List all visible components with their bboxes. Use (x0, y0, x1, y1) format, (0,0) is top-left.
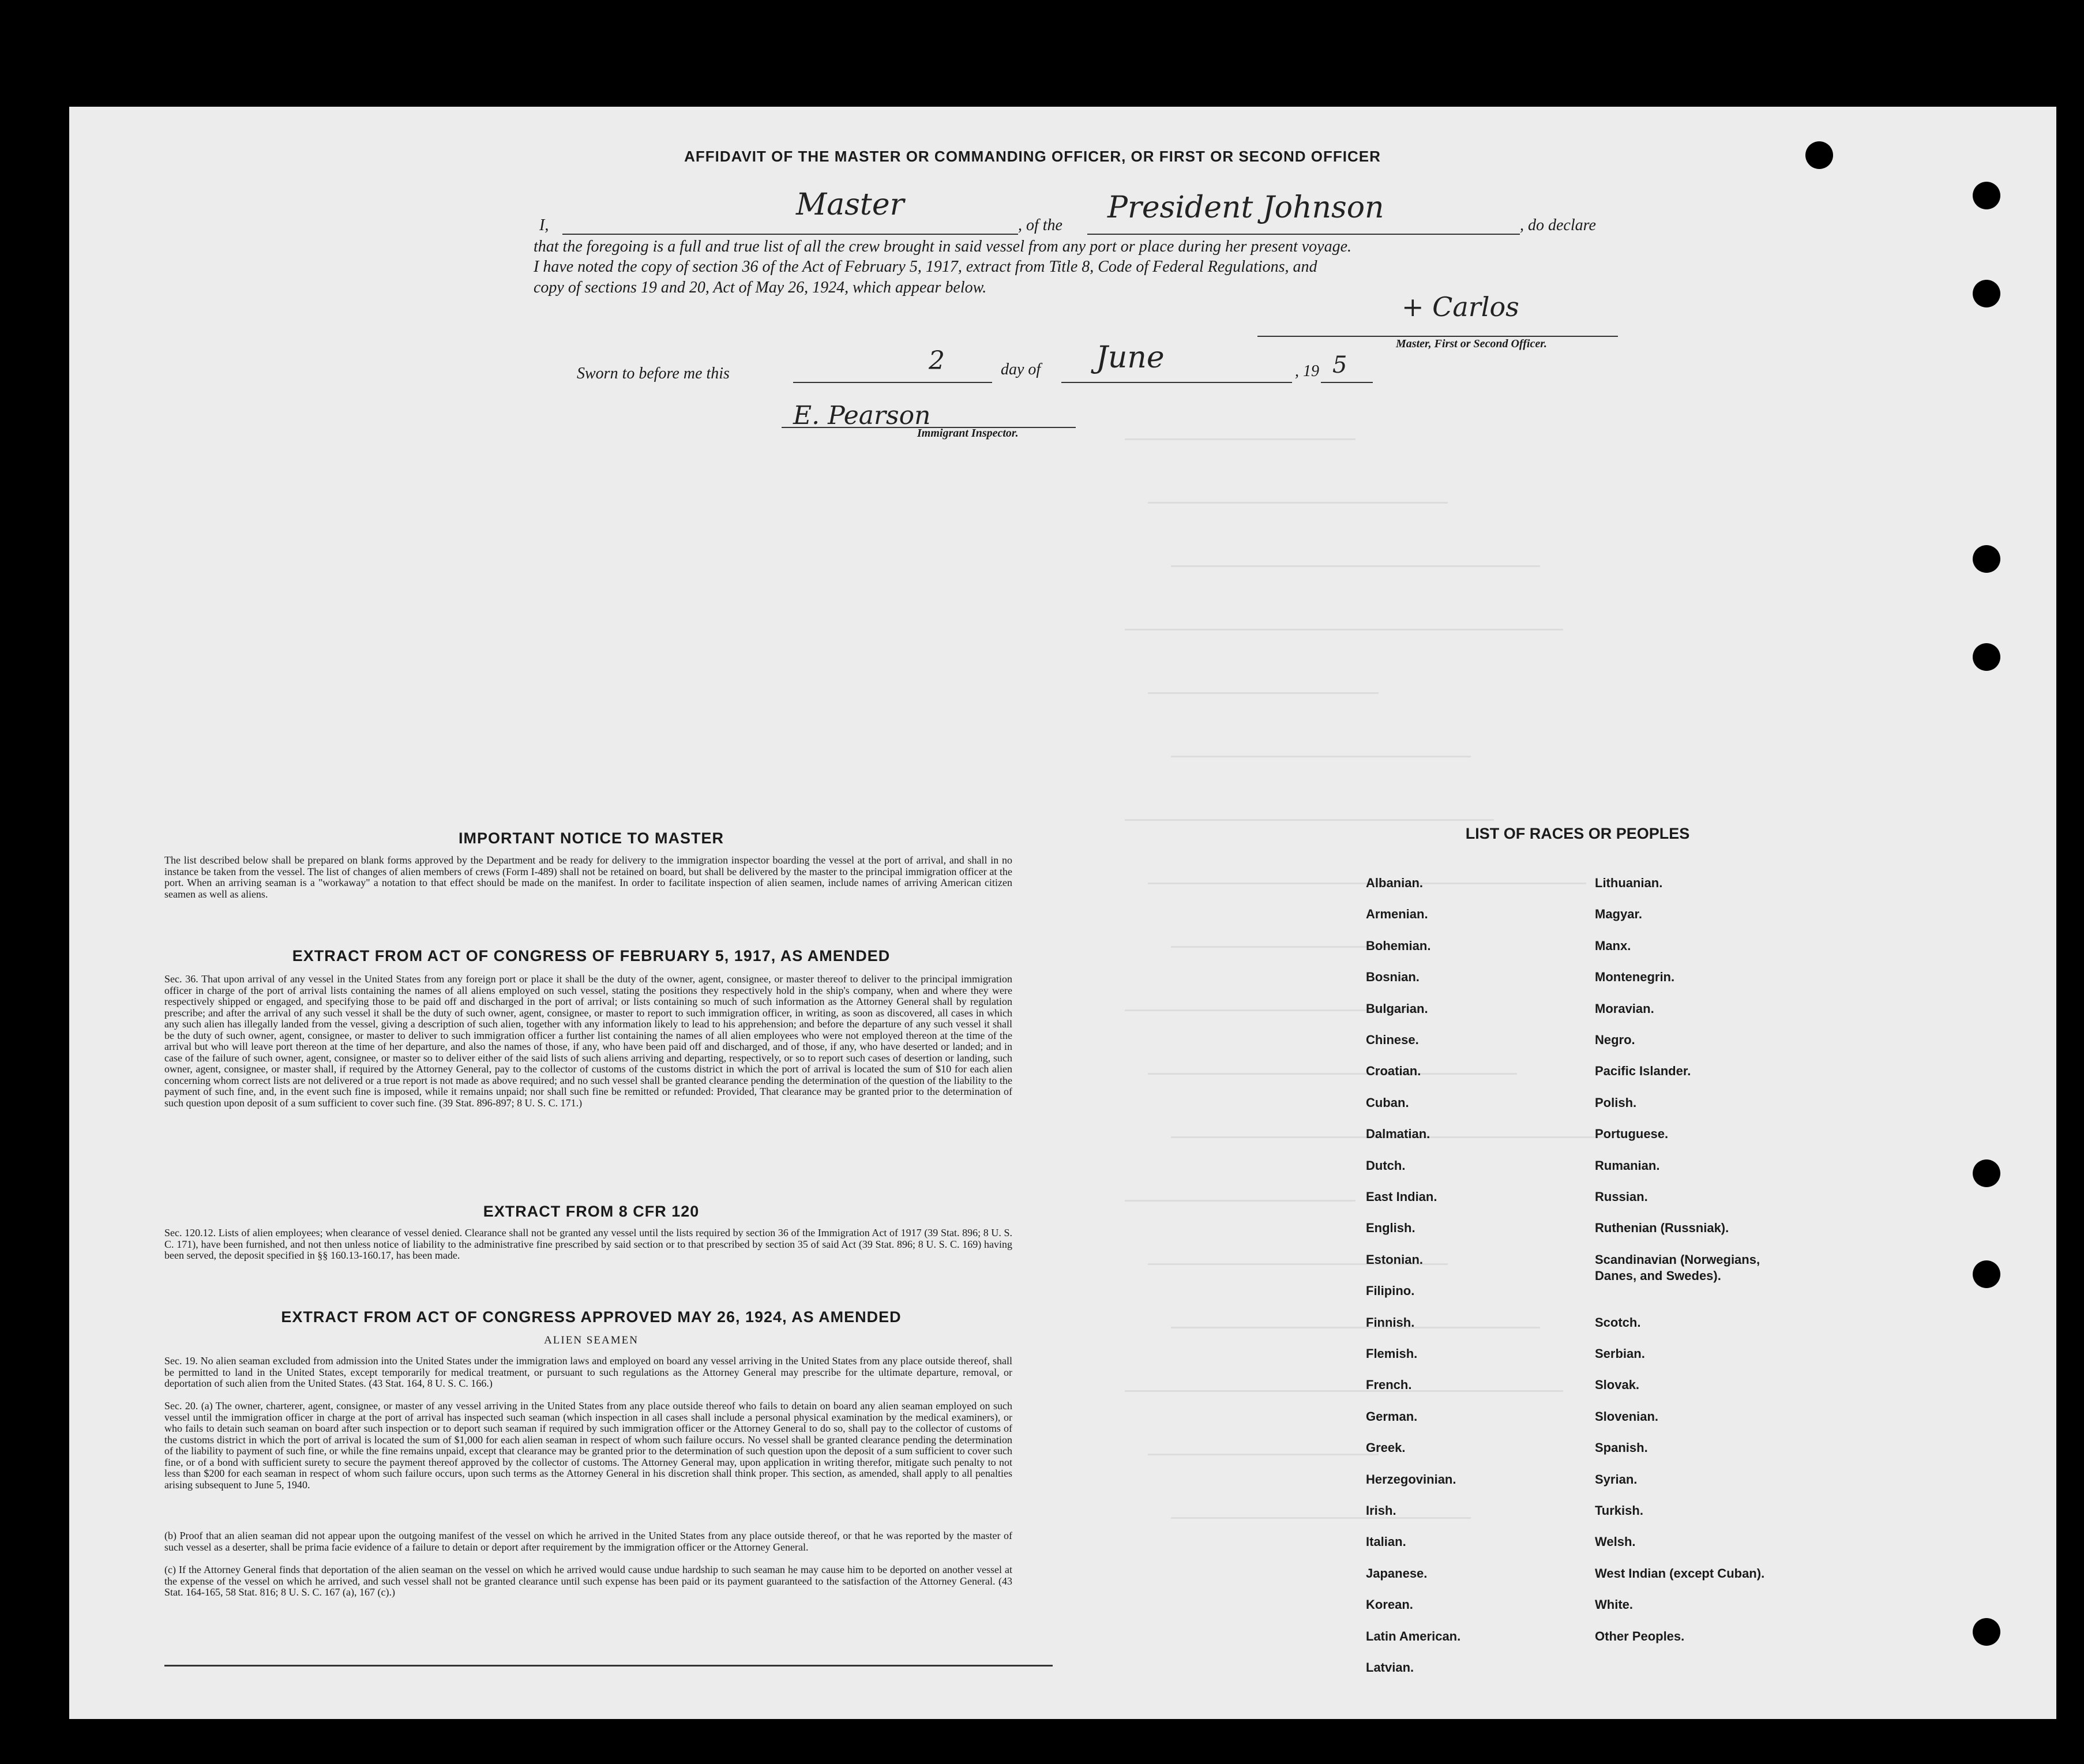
bleed-streak (1171, 1327, 1540, 1328)
race-item: Manx. (1595, 938, 1631, 953)
race-item: Filipino. (1366, 1283, 1415, 1298)
punch-hole (1973, 1618, 2000, 1646)
punch-hole (1973, 545, 2000, 573)
bleed-streak (1125, 1390, 1563, 1392)
race-item: Syrian. (1595, 1472, 1638, 1487)
extract-cfr-title: EXTRACT FROM 8 CFR 120 (483, 1203, 700, 1220)
year-prefix: , 19 (1295, 362, 1319, 380)
day-line (793, 382, 992, 383)
bleed-streak (1125, 629, 1563, 630)
declaration-line-2: that the foregoing is a full and true list of all the crew brought in said vessel from any port or place during her present voyage. (534, 238, 1352, 256)
handwritten-master: Master (796, 187, 904, 222)
race-item: Slovak. (1595, 1378, 1640, 1393)
races-title: LIST OF RACES OR PEOPLES (1465, 825, 1690, 842)
race-item: Herzegovinian. (1366, 1472, 1456, 1487)
extract-1924-title: EXTRACT FROM ACT OF CONGRESS APPROVED MAY 26, 1924, AS AMENDED (281, 1308, 902, 1326)
race-item: Moravian. (1595, 1001, 1654, 1016)
punch-hole (1973, 280, 2000, 307)
inspector-signature: E. Pearson (793, 401, 931, 430)
race-item: French. (1366, 1378, 1412, 1393)
punch-hole (1973, 643, 2000, 671)
master-signature: + Carlos (1402, 291, 1519, 322)
race-item: Japanese. (1366, 1566, 1428, 1581)
handwritten-year: 5 (1332, 352, 1347, 378)
race-item: Croatian. (1366, 1064, 1421, 1079)
bleed-streak (1148, 1454, 1379, 1455)
race-item: Slovenian. (1595, 1409, 1659, 1424)
declaration-line-3: I have noted the copy of section 36 of the Act of February 5, 1917, extract from Title 8, Code of Federal Regulations, and (534, 258, 1317, 276)
bleed-streak (1125, 1200, 1355, 1202)
extract-1917-text: Sec. 36. That upon arrival of any vessel in the United States from any foreign port or place it shall be the duty of the owner, agent, consignee, or master thereof to deliver to the principal immigration officer in charge of the port of arrival lists containing the names of all aliens employed on such vessel, stating the positions they respectively hold in the ship's company, when and where they were respectively shipped or engaged, and specifying those to be paid off and discharged in the port of arrival; or lists containing so much of such information as the Attorney General shall by regulation prescribe; and after the arrival of any such vessel it shall be the duty of such owner, agent, consignee, or master to report to such immigration officer, in writing, as soon as discovered, all cases in which any such alien has illegally landed from the vessel, giving a description of such alien, together with any information likely to lead to his apprehension; and before the departure of any such vessel it shall be the duty of such owner, agent, consignee, or master to deliver to such immigration officer a further list containing the names of all alien employees who were not employed thereon at the time of the arrival but who will leave port thereon at the time of her departure, and also the names of those, if any, who have been paid off and discharged, and of those, if any, who have deserted or landed; and in case of the failure of such owner, agent, consignee, or master so to deliver either of the said lists of such aliens arriving and departing, respectively, or so to report such cases of desertion or landing, such owner, agent, consignee, or master shall, if required by the Attorney General, pay to the collector of customs of the customs district in which the port of arrival is located the sum of $10 for each alien concerning whom correct lists are not delivered or a true report is not made as above required; and no such vessel shall be granted clearance pending the determination of the question of the liability to the payment of such fine, and, in the event such fine is imposed, while it remains unpaid; nor shall such fine be remitted or refunded: Provided, That clearance may be granted prior to the determination of such question upon deposit of a sum sufficient to cover such fine. (39 Stat. 896-897; 8 U. S. C. 171.) (164, 973, 1012, 1109)
race-item: Scotch. (1595, 1315, 1641, 1330)
race-item: Armenian. (1366, 907, 1428, 922)
race-item: Bohemian. (1366, 938, 1431, 953)
bleed-streak (1125, 438, 1355, 440)
sec-20b-text: (b) Proof that an alien seaman did not appear upon the outgoing manifest of the vessel on which he arrived in the United States from any place outside thereof, or that he was reported by the master of such vessel as a deserter, shall be prima facie evidence of a failure to detain or deport after requirement by the immigration officer or the Attorney General. (164, 1530, 1012, 1553)
race-item: Polish. (1595, 1095, 1637, 1110)
race-item: Spanish. (1595, 1440, 1648, 1455)
bleed-streak (1148, 692, 1379, 694)
race-item: Dalmatian. (1366, 1127, 1430, 1142)
bleed-streak (1171, 565, 1540, 567)
race-item: Greek. (1366, 1440, 1406, 1455)
bleed-streak (1171, 756, 1471, 757)
race-item: East Indian. (1366, 1189, 1437, 1204)
handwritten-vessel: President Johnson (1107, 190, 1384, 225)
race-item: Bosnian. (1366, 970, 1420, 985)
race-item: Rumanian. (1595, 1158, 1660, 1173)
handwritten-month: June (1096, 340, 1165, 375)
race-item: Montenegrin. (1595, 970, 1675, 985)
declaration-of-the: , of the (1018, 216, 1062, 234)
notice-text: The list described below shall be prepared on blank forms approved by the Department and be ready for delivery to the immigration inspector boarding the vessel at the port of arrival, and shall in no instance be taken from the vessel. The list of changes of alien members of crews (Form I-489) shall not be retained on board, but shall be delivered by the master to the principal immigration officer at the port. When an arriving seaman is a "workaway" a notation to that effect should be made on the manifest. In order to facilitate inspection of alien seamen, include names of arriving American citizen seamen as well as aliens. (164, 854, 1012, 900)
vessel-line (1087, 234, 1520, 235)
sec-20a-text: Sec. 20. (a) The owner, charterer, agent, consignee, or master of any vessel arriving in the United States from any place outside thereof who fails to detain on board any alien seaman employed on such vessel until the immigration officer in charge at the port of arrival has inspected such seaman (which inspection in all cases shall include a personal physical examination by the medical examiners), or who fails to detain such seaman on board after such inspection or to deport such seaman if required by such immigration officer or the Attorney General to do so, shall pay to the collector of customs of the customs district in which the port of arrival is located the sum of $1,000 for each alien seaman in respect of whom such failure occurs. No vessel shall be granted clearance pending the determination of the liability to payment of such fine, or while the fine remains unpaid, except that clearance may be granted prior to the determination of such question upon the deposit of a sum sufficient to cover such fine, or of a bond with sufficient surety to secure the payment thereof approved by the collector of customs. The Attorney General may, upon application in writing therefor, mitigate such penalty to not less than $200 for each seaman in respect of whom such failure occurs, upon such terms as the Attorney General in his discretion shall think proper. This section, as amended, shall apply to all penalties arising subsequent to June 5, 1940. (164, 1400, 1012, 1491)
race-item: White. (1595, 1597, 1633, 1612)
race-item: Latvian. (1366, 1660, 1414, 1675)
race-item: Scandinavian (Norwegians, (1595, 1252, 1760, 1267)
race-item: Albanian. (1366, 876, 1424, 890)
race-item: Cuban. (1366, 1095, 1409, 1110)
punch-hole (1805, 141, 1833, 169)
declaration-declare: , do declare (1520, 216, 1596, 234)
affidavit-title: AFFIDAVIT OF THE MASTER OR COMMANDING OFFICER, OR FIRST OR SECOND OFFICER (684, 148, 1381, 165)
race-item: Chinese. (1366, 1033, 1419, 1047)
race-item: Irish. (1366, 1503, 1396, 1518)
race-item: Portuguese. (1595, 1127, 1669, 1142)
race-item: Russian. (1595, 1189, 1648, 1204)
race-item: Finnish. (1366, 1315, 1415, 1330)
race-item: Dutch. (1366, 1158, 1406, 1173)
race-item: Other Peoples. (1595, 1628, 1685, 1643)
sec-19-text: Sec. 19. No alien seaman excluded from admission into the United States under the immigration laws and employed on board any vessel arriving in the United States from any place outside thereof, shall be permitted to land in the United States, except temporarily for medical treatment, or pursuant to such regulations as the Attorney General may prescribe for the ultimate departure, removal, or deportation of such alien from the United States. (43 Stat. 164, 8 U. S. C. 166.) (164, 1355, 1012, 1389)
punch-hole (1973, 182, 2000, 209)
bleed-streak (1125, 819, 1494, 821)
extract-1917-title: EXTRACT FROM ACT OF CONGRESS OF FEBRUARY 5, 1917, AS AMENDED (292, 947, 891, 964)
race-item: Danes, and Swedes). (1595, 1268, 1721, 1283)
race-item: Pacific Islander. (1595, 1064, 1691, 1079)
race-item: Bulgarian. (1366, 1001, 1428, 1016)
bleed-streak (1148, 502, 1448, 504)
extract-1924-subtitle: ALIEN SEAMEN (544, 1334, 639, 1346)
race-item: Magyar. (1595, 907, 1642, 922)
handwritten-day: 2 (929, 346, 945, 376)
race-item: Latin American. (1366, 1628, 1461, 1643)
race-item: German. (1366, 1409, 1418, 1424)
bleed-streak (1148, 1073, 1517, 1075)
race-item: Negro. (1595, 1033, 1635, 1047)
race-item: English. (1366, 1221, 1415, 1236)
notice-title: IMPORTANT NOTICE TO MASTER (459, 830, 724, 847)
race-item: Korean. (1366, 1597, 1413, 1612)
day-of-label: day of (1001, 361, 1041, 378)
punch-hole (1973, 1260, 2000, 1288)
punch-hole (1973, 1159, 2000, 1187)
race-item: Ruthenian (Russniak). (1595, 1221, 1729, 1236)
bleed-streak (1171, 1517, 1471, 1519)
year-line (1321, 382, 1373, 383)
signature-line (1257, 336, 1618, 337)
sworn-label: Sworn to before me this (577, 365, 730, 382)
bottom-rule (164, 1665, 1053, 1667)
month-line (1061, 382, 1292, 383)
signer-label: Master, First or Second Officer. (1396, 337, 1547, 350)
race-item: Estonian. (1366, 1252, 1424, 1267)
race-item: Turkish. (1595, 1503, 1643, 1518)
declaration-line-4: copy of sections 19 and 20, Act of May 26, 1924, which appear below. (534, 279, 987, 296)
race-item: Italian. (1366, 1534, 1406, 1549)
race-item: Serbian. (1595, 1346, 1645, 1361)
race-item: Lithuanian. (1595, 876, 1663, 890)
extract-cfr-text: Sec. 120.12. Lists of alien employees; when clearance of vessel denied. Clearance shall not be granted any vessel until the lists required by section 36 of the Immigration Act of 1917 (39 Stat. 896; 8 U. S. C. 171), have been furnished, and not then unless notice of liability to the administrative fine prescribed by said section or to that prescribed by section 35 of said Act (39 Stat. 896; 8 U. S. C. 169) having been served, the deposit specified in §§ 160.13-160.17, has been made. (164, 1227, 1012, 1261)
race-item: Welsh. (1595, 1534, 1636, 1549)
name-line (562, 234, 1018, 235)
race-item: West Indian (except Cuban). (1595, 1566, 1765, 1581)
declaration-i: I, (539, 216, 549, 234)
inspector-label: Immigrant Inspector. (917, 427, 1019, 440)
race-item: Flemish. (1366, 1346, 1418, 1361)
sec-20c-text: (c) If the Attorney General finds that deportation of the alien seaman on the vessel on which he arrived would cause undue hardship to such seaman he may cause him to be deported on another vessel at the expense of the vessel on which he arrived, and such vessel shall not be granted clearance until such expense has been paid or its payment guaranteed to the satisfaction of the Attorney General. (43 Stat. 164-165, 58 Stat. 816; 8 U. S. C. 167 (a), 167 (c).) (164, 1564, 1012, 1598)
